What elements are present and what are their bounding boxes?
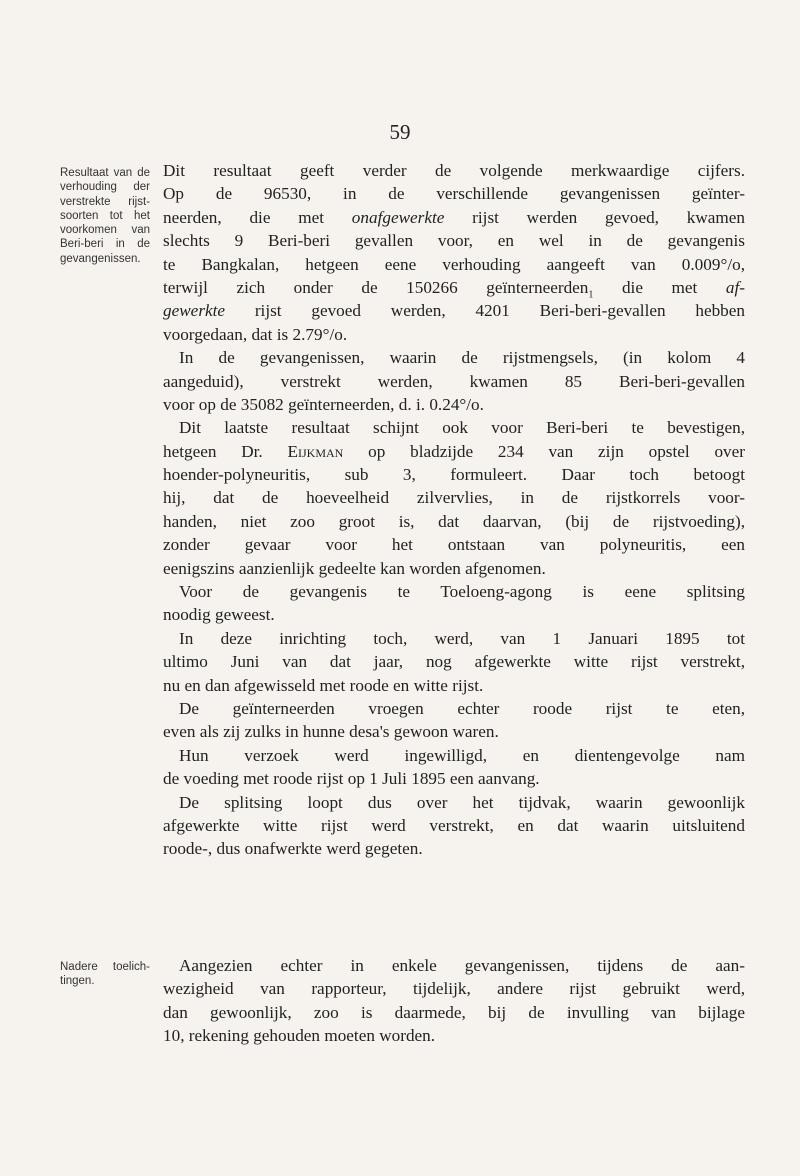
text-line: De geïnterneerden vroegen echter roode rijst te eten,	[179, 698, 745, 718]
text-line: wezigheid van rapporteur, tijdelijk, andere rijst gebruikt werd,	[163, 979, 745, 999]
text-line: Op de 96530, in de verschillende gevangenissen geïnter-	[163, 184, 745, 204]
margin-note-line: verhouding der	[60, 181, 150, 194]
text-line: de voeding met roode rijst op 1 Juli 1895 een aanvang.	[163, 769, 540, 789]
text-line: aangeduid), verstrekt werden, kwamen 85 Beri-beri-gevallen	[163, 371, 745, 391]
text-line: eenigszins aanzienlijk gedeelte kan worden afgenomen.	[163, 558, 546, 578]
paragraph-5	[163, 627, 745, 697]
text-line: 10, rekening gehouden moeten worden.	[163, 1026, 436, 1046]
text-line: gewerkte rijst gevoed werden, 4201 Beri-beri-gevallen hebben	[163, 301, 745, 321]
page-number: 59	[389, 120, 411, 144]
margin-note-line: soorten tot het	[60, 209, 150, 222]
text-line: hij, dat de hoeveelheid zilvervlies, in de rijstkorrels voor-	[163, 488, 745, 508]
main-text	[163, 159, 745, 861]
text-line: De splitsing loopt dus over het tijdvak, waarin gewoonlijk	[179, 792, 745, 812]
text-line: hetgeen Dr. Eijkman op bladzijde 234 van zijn opstel over	[163, 441, 745, 461]
paragraph-8	[163, 791, 745, 861]
text-line: In de gevangenissen, waarin de rijstmengsels, (in kolom 4	[179, 348, 745, 368]
text-line: Aangezien echter in enkele gevangenissen, tijdens de aan-	[179, 956, 745, 975]
paragraph-1	[163, 159, 745, 346]
paragraph-7	[163, 744, 745, 791]
text-line: ultimo Juni van dat jaar, nog afgewerkte witte rijst verstrekt,	[163, 652, 745, 672]
paragraph-2	[163, 346, 745, 416]
text-line: Dit resultaat geeft verder de volgende merkwaardige cijfers.	[163, 161, 745, 180]
text-line: voorgedaan, dat is 2.79°/o.	[163, 324, 348, 344]
text-line: even als zij zulks in hunne desa's gewoon waren.	[163, 722, 499, 742]
margin-note-line: voorkomen van	[60, 224, 150, 237]
margin-note-line: tingen.	[60, 975, 95, 988]
text-line: afgewerkte witte rijst werd verstrekt, en dat waarin uitsluitend	[163, 815, 745, 835]
text-line: handen, niet zoo groot is, dat daarvan, (bij de rijstvoeding),	[163, 511, 745, 531]
margin-note-line: Nadere toelich-	[60, 961, 150, 973]
margin-note-line: Beri-beri in de	[60, 238, 150, 251]
margin-note-result	[60, 166, 150, 266]
text-line: Voor de gevangenis te Toeloeng-agong is eene splitsing	[179, 582, 745, 602]
margin-note-line: gevangenissen.	[60, 252, 141, 265]
text-line: voor op de 35082 geïnterneerden, d. i. 0.24°/o.	[163, 394, 484, 414]
text-line: noodig geweest.	[163, 605, 275, 625]
text-line: terwijl zich onder de 150266 geïnterneerden$_1$ die met af-	[163, 277, 745, 301]
text-line: nu en dan afgewisseld met roode en witte rijst.	[163, 675, 484, 695]
margin-note-line: verstrekte rijst-	[60, 195, 150, 208]
text-line: In deze inrichting toch, werd, van 1 Januari 1895 tot	[179, 628, 745, 648]
text-line: roode-, dus onafwerkte werd gegeten.	[163, 839, 423, 859]
text-line: neerden, die met onafgewerkte rijst werden gevoed, kwamen	[163, 207, 745, 227]
text-line: hoender-polyneuritis, sub 3, formuleert. Daar toch betoogt	[163, 465, 745, 485]
paragraph-9	[163, 954, 745, 1048]
text-line: Dit laatste resultaat schijnt ook voor Beri-beri te bevestigen,	[179, 418, 745, 438]
main-text-section-2	[163, 954, 745, 1048]
text-line: slechts 9 Beri-beri gevallen voor, en wel in de gevangenis	[163, 231, 745, 251]
text-line: Hun verzoek werd ingewilligd, en dientengevolge nam	[179, 745, 745, 765]
margin-note-clarifications	[60, 960, 150, 989]
text-line: te Bangkalan, hetgeen eene verhouding aangeeft van 0.009°/o,	[163, 254, 745, 274]
paragraph-6	[163, 697, 745, 744]
text-line: zonder gevaar voor het ontstaan van polyneuritis, een	[163, 535, 745, 555]
margin-note-line: Resultaat van de	[60, 167, 150, 179]
paragraph-4	[163, 580, 745, 627]
text-line: dan gewoonlijk, zoo is daarmede, bij de invulling van bijlage	[163, 1002, 745, 1022]
paragraph-3	[163, 416, 745, 580]
